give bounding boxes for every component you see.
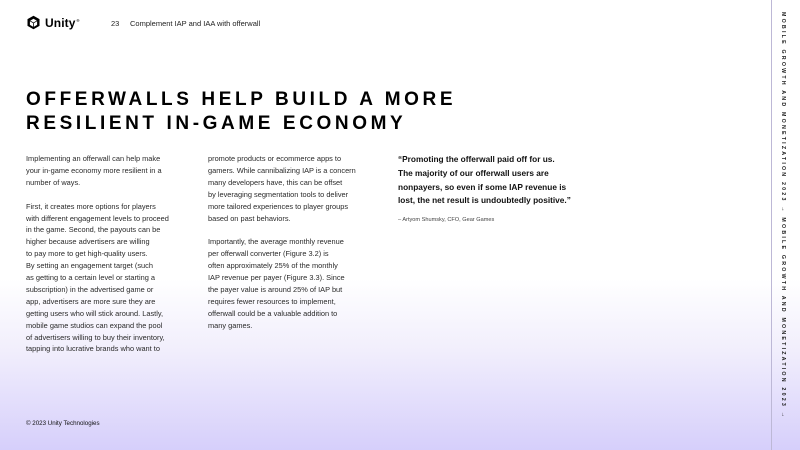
text-line: many games. [208, 320, 253, 330]
text-line: to pay more to get high-quality users. [26, 249, 148, 259]
paragraph [208, 153, 368, 224]
text-line: the payer value is around 25% of IAP but [208, 284, 343, 294]
paragraph [26, 153, 186, 189]
text-line: First, it creates more options for players [26, 201, 156, 211]
text-line: offerwall could be a valuable addition to [208, 308, 338, 318]
text-line: tapping into lucrative brands who want to [26, 344, 160, 354]
text-line: subscription) in the advertised game or [26, 284, 154, 294]
text-line: Implementing an offerwall can help make [26, 154, 161, 163]
quote-line: The majority of our offerwall users are [398, 167, 549, 178]
text-line: By setting an engagement target (such [26, 261, 153, 271]
side-running-title: MOBILE GROWTH AND MONETIZATION 2023 → MOBILE GROWTH AND MONETIZATION 2023 → [780, 12, 786, 420]
text-line: gamers. While cannibalizing IAP is a concern [208, 165, 356, 175]
body-column-middle [208, 153, 368, 332]
text-line: mobile game studios can expand the pool [26, 320, 163, 330]
text-line: in the game. Second, the payouts can be [26, 225, 161, 235]
text-line: of advertisers willing to buy their inventory, [26, 332, 165, 342]
side-divider [771, 0, 772, 450]
text-line: higher because advertisers are willing [26, 237, 150, 247]
section-title: Complement IAP and IAA with offerwall [130, 19, 261, 28]
quote-line: lost, the net result is undoubtedly positive.” [398, 195, 571, 206]
quote-line: nonpayers, so even if some IAP revenue is [398, 181, 567, 192]
quote-attribution: – Artyom Shumsky, CFO, Gear Games [398, 217, 495, 223]
text-line: your in-game economy more resilient in a [26, 165, 162, 175]
pull-quote [398, 153, 598, 208]
headline-line: RESILIENT IN-GAME ECONOMY [26, 113, 407, 134]
text-line: getting users who will stick around. Lastly, [26, 308, 164, 318]
page-number: 23 [111, 19, 120, 28]
headline-line: OFFERWALLS HELP BUILD A MORE [26, 89, 457, 110]
text-line: based on past behaviors. [208, 213, 291, 223]
text-line: many developers have, this can be offset [208, 177, 343, 187]
page-headline [26, 88, 456, 136]
text-line: with different engagement levels to proceed [26, 213, 169, 223]
text-line: more tailored experiences to player groups [208, 201, 349, 211]
unity-logo [26, 15, 80, 30]
quote-line: “Promoting the offerwall paid off for us. [398, 154, 555, 164]
logo-wordmark: Unity® [45, 15, 80, 30]
paragraph [208, 236, 368, 331]
unity-cube-icon [26, 15, 41, 30]
paragraph [26, 201, 186, 356]
text-line: number of ways. [26, 177, 81, 187]
text-line: IAP revenue per payer (Figure 3.3). Since [208, 273, 345, 283]
text-line: by leveraging segmentation tools to deliver [208, 189, 349, 199]
text-line: as getting to a certain level or starting a [26, 273, 155, 283]
text-line: Importantly, the average monthly revenue [208, 237, 344, 247]
body-column-left [26, 153, 186, 355]
text-line: per offerwall converter (Figure 3.2) is [208, 249, 329, 259]
text-line: often approximately 25% of the monthly [208, 261, 338, 271]
copyright-footer: © 2023 Unity Technologies [26, 420, 100, 427]
text-line: app, advertisers are more sure they are [26, 296, 156, 306]
text-line: requires fewer resources to implement, [208, 296, 336, 306]
text-line: promote products or ecommerce apps to [208, 154, 342, 163]
